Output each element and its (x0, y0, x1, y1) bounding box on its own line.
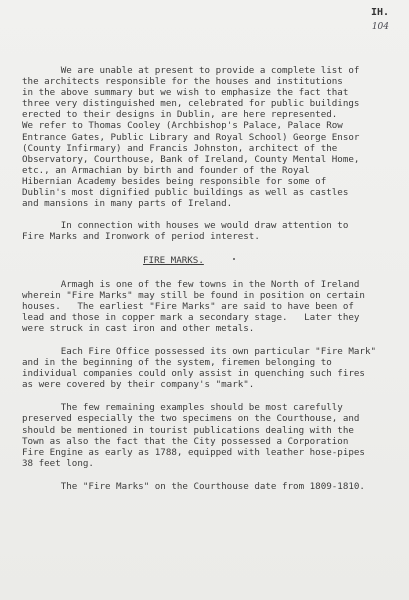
text-line: Each Fire Office possessed its own particular "Fire Mark" (22, 345, 377, 357)
page-marks (349, 6, 389, 33)
paragraph-fire-marks-intro (22, 220, 372, 242)
text-line: as were covered by their company's "mark". (22, 379, 255, 391)
text-line: The few remaining examples should be most carefully (22, 402, 343, 414)
section-heading-wrap (22, 255, 372, 266)
text-line: We are unable at present to provide a complete list of (22, 65, 360, 76)
text-line: Fire Engine as early as 1788, equipped with leather hose-pipes (22, 446, 365, 458)
text-line: individual companies could only assist in quenching such fires (22, 368, 365, 380)
text-line: Armagh is one of the few towns in the North of Ireland (22, 278, 360, 290)
text-line: etc., an Armachian by birth and founder of the Royal (22, 164, 310, 176)
text-line: should be mentioned in tourist publications dealing with the (22, 424, 354, 436)
text-line: 38 feet long. (22, 457, 94, 469)
text-line: in the above summary but we wish to emphasize the fact that (22, 87, 349, 99)
page-reference-mark: IH. (370, 7, 389, 18)
paragraph-fire-office (22, 345, 377, 391)
text-line: (County Infirmary) and Francis Johnston, architect of the (22, 142, 338, 154)
text-line: We refer to Thomas Cooley (Archbishop's Palace, Palace Row (22, 120, 343, 132)
text-line: The "Fire Marks" on the Courthouse date from 1809-1810. (22, 480, 365, 492)
section-heading: FIRE MARKS. (143, 255, 204, 267)
paragraph-courthouse-date (22, 481, 372, 492)
text-line: Town as also the fact that the City possessed a Corporation (22, 435, 349, 447)
paper-speck (233, 258, 235, 260)
paragraph-architects (22, 65, 372, 209)
text-line: houses. The earliest "Fire Marks" are said to have been of (22, 300, 354, 312)
paragraph-preservation (22, 402, 372, 469)
text-line: three very distinguished men, celebrated for public buildings (22, 98, 360, 110)
text-line: preserved especially the two specimens on the Courthouse, and (22, 413, 360, 425)
paragraph-armagh (22, 279, 372, 334)
text-line: Fire Marks and Ironwork of period interest. (22, 231, 260, 243)
document-body (22, 65, 377, 492)
text-line: the architects responsible for the houses and institutions (22, 76, 343, 88)
text-line: Entrance Gates, Public Library and Royal School) George Ensor (22, 131, 360, 143)
handwritten-page-number: 104 (371, 22, 389, 32)
text-line: In connection with houses we would draw attention to (22, 220, 349, 232)
text-line: Observatory, Courthouse, Bank of Ireland, County Mental Home, (22, 153, 360, 165)
text-line: erected to their designs in Dublin, are here represented. (22, 109, 338, 121)
text-line: and mansions in many parts of Ireland. (22, 198, 233, 210)
text-line: lead and those in copper mark a secondary stage. Later they (22, 311, 360, 323)
text-line: Dublin's most dignified public buildings as well as castles (22, 187, 349, 199)
text-line: were struck in cast iron and other metals. (22, 322, 255, 334)
text-line: Hibernian Academy besides being responsible for some of (22, 175, 327, 187)
text-line: and in the beginning of the system, firemen belonging to (22, 357, 332, 369)
text-line: wherein "Fire Marks" may still be found in position on certain (22, 289, 365, 301)
